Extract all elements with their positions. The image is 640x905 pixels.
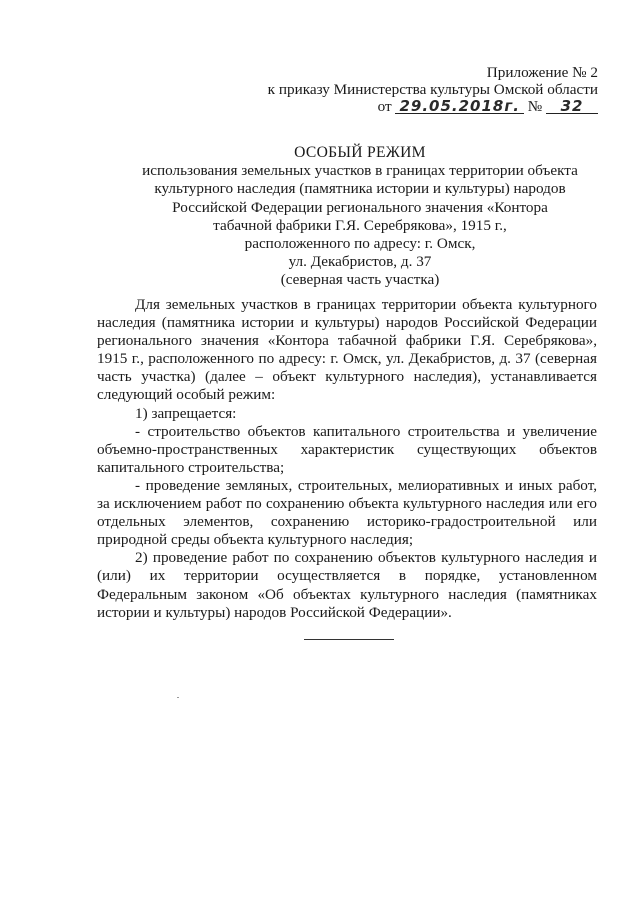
date-prefix: от — [377, 98, 392, 115]
item-1a-paragraph: - строительство объектов капитального строительства и увеличение объемно-пространственных характеристик существующих объектов капитального строительства; — [97, 422, 597, 476]
order-reference: к приказу Министерства культуры Омской области — [267, 81, 598, 98]
item-1b-paragraph: - проведение земляных, строительных, мелиоративных и иных работ, за исключением работ по сохранению объекта культурного наследия или его отдельных элементов, сохранению историко-градостроительной или природной среды объекта культурного наследия; — [97, 476, 597, 549]
intro-paragraph: Для земельных участков в границах территории объекта культурного наследия (памятника истории и культуры) народов Российской Федерации регионального значения «Контора табачной фабрики Г.Я. Серебрякова», 1915 г., расположенного по адресу: г. Омск, ул. Декабристов, д. 37 (северная часть участка) (далее – объект культурного наследия), устанавливается следующий особый режим: — [97, 296, 597, 404]
title-line: (северная часть участка) — [280, 271, 440, 289]
order-date-number-line — [178, 98, 598, 115]
item-1-heading: 1) запрещается: — [135, 404, 237, 422]
end-divider — [304, 639, 394, 640]
handwritten-number: 32 — [546, 99, 598, 114]
document-title — [100, 144, 620, 290]
title-line: использования земельных участков в границах территории объекта — [142, 162, 578, 180]
scan-speck — [177, 697, 179, 698]
appendix-number: Приложение № 2 — [486, 64, 598, 81]
handwritten-date: 29.05.2018г. — [395, 99, 523, 114]
title-line: Российской Федерации регионального значения «Контора — [172, 198, 548, 216]
number-prefix: № — [527, 98, 543, 115]
document-body — [97, 296, 597, 622]
title-line: расположенного по адресу: г. Омск, — [244, 235, 476, 253]
title-line: ул. Декабристов, д. 37 — [288, 253, 432, 271]
title-line: табачной фабрики Г.Я. Серебрякова», 1915 г., — [213, 216, 507, 234]
item-2-paragraph: 2) проведение работ по сохранению объектов культурного наследия и (или) их территории осуществляется в порядке, установленном Федеральным законом «Об объектах культурного наследия (памятниках истории и культуры) народов Российской Федерации». — [97, 549, 597, 621]
title-main: ОСОБЫЙ РЕЖИМ — [294, 144, 426, 161]
title-line: культурного наследия (памятника истории и культуры) народов — [154, 180, 566, 198]
appendix-header — [178, 64, 598, 115]
